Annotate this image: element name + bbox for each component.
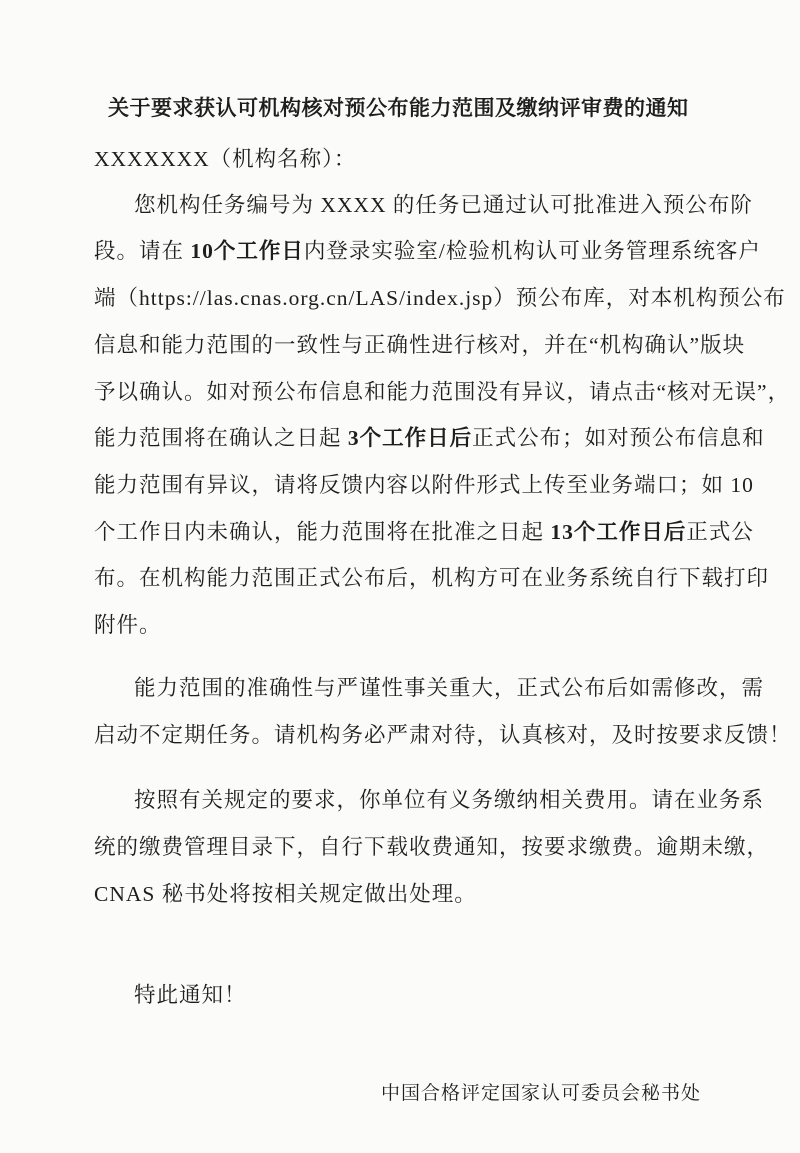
- text-run: 能力范围有异议，请将反馈内容以附件形式上传至业务端口；如 10: [94, 473, 754, 497]
- paragraph-line: [134, 783, 764, 814]
- paragraph-line: [94, 468, 754, 499]
- paragraph-line: [94, 328, 745, 359]
- paragraph-line: [134, 188, 753, 219]
- paragraph-line: [94, 718, 792, 749]
- paragraph-line: [94, 234, 761, 265]
- text-run: 信息和能力范围的一致性与正确性进行核对，并在“机构确认”版块: [94, 333, 746, 357]
- text-run: 予以确认。如对预公布信息和能力范围没有异议，请点击“核对无误”，: [94, 380, 791, 404]
- paragraph-line: [94, 281, 786, 312]
- paragraph-line: [94, 561, 769, 592]
- text-run: 正式公布；如对预公布信息和: [472, 426, 765, 450]
- paragraph-line: [94, 608, 162, 639]
- paragraph-line: [94, 421, 765, 452]
- emphasis-text: 13个工作日后: [550, 520, 687, 544]
- text-run: 段。请在: [94, 239, 191, 263]
- text-run: 布。在机构能力范围正式公布后，机构方可在业务系统自行下载打印: [94, 566, 770, 590]
- emphasis-text: 3个工作日后: [347, 426, 473, 450]
- paragraph-line: [134, 978, 247, 1009]
- document-title: 关于要求获认可机构核对预公布能力范围及缴纳评审费的通知: [108, 96, 689, 120]
- paragraph-line: [94, 830, 769, 861]
- text-run: 特此通知！: [134, 983, 247, 1007]
- text-run: 能力范围的准确性与严谨性事关重大，正式公布后如需修改，需: [134, 676, 765, 700]
- salutation: XXXXXXX（机构名称）：: [94, 147, 357, 171]
- paragraph-line: [94, 375, 790, 406]
- text-run: 统的缴费管理目录下，自行下载收费通知，按要求缴费。逾期未缴，: [94, 835, 770, 859]
- paragraph-line: [94, 515, 754, 546]
- text-run: 内登录实验室/检验机构认可业务管理系统客户: [303, 239, 761, 263]
- emphasis-text: 10个工作日: [190, 239, 304, 263]
- text-run: 按照有关规定的要求，你单位有义务缴纳相关费用。请在业务系: [134, 788, 765, 812]
- text-run: 个工作日内未确认，能力范围将在批准之日起: [94, 520, 551, 544]
- text-run: 能力范围将在确认之日起: [94, 426, 348, 450]
- text-run: 您机构任务编号为 XXXX 的任务已通过认可批准进入预公布阶: [134, 193, 753, 217]
- text-run: 正式公: [686, 520, 754, 544]
- paragraph-line: [134, 671, 764, 702]
- paragraph-line: [94, 877, 477, 908]
- text-run: 附件。: [94, 613, 162, 637]
- text-run: CNAS 秘书处将按相关规定做出处理。: [94, 882, 477, 906]
- text-run: 端（https://las.cnas.org.cn/LAS/index.jsp）预公布库，对本机构预公布: [94, 286, 786, 310]
- signature: 中国合格评定国家认可委员会秘书处: [381, 1083, 702, 1104]
- text-run: 启动不定期任务。请机构务必严肃对待，认真核对，及时按要求反馈！: [94, 723, 792, 747]
